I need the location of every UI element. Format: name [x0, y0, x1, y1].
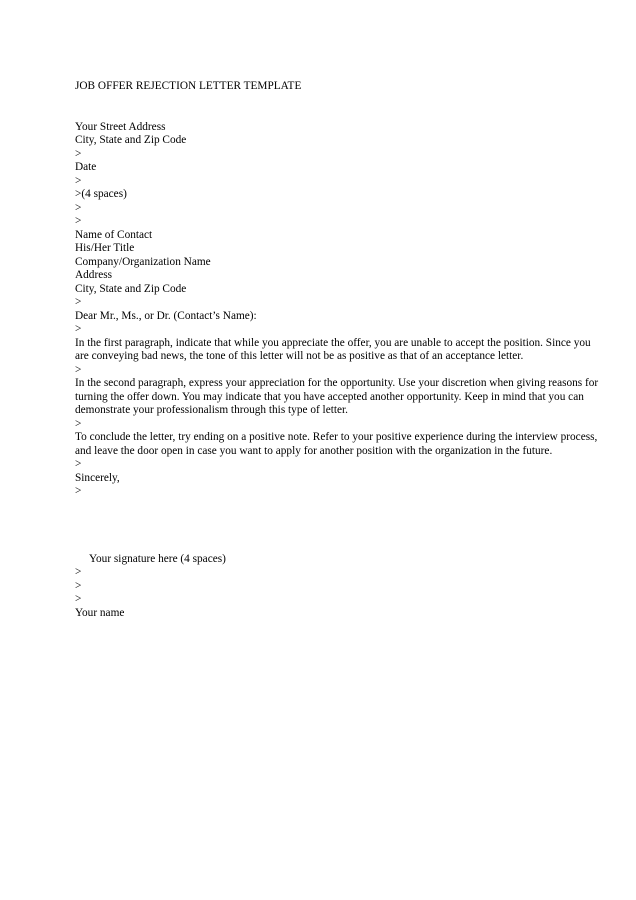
sender-city-state-zip: City, State and Zip Code — [75, 134, 187, 146]
recipient-name: Name of Contact — [75, 228, 153, 241]
recipient-title: His/Her Title — [75, 242, 135, 254]
paragraph-1: In the first paragraph, indicate that while you appreciate the offer, you are unable to accept the position. Since you are conveying bad news, the tone of this letter will not be as positive as that of an acceptance letter. — [75, 336, 591, 362]
letter-body — [75, 80, 600, 620]
recipient-company: Company/Organization Name — [75, 255, 211, 268]
name-placeholder: Your name — [75, 606, 125, 619]
salutation: Dear Mr., Ms., or Dr. (Contact’s Name): — [75, 309, 257, 322]
spacer-marker: > — [75, 296, 82, 308]
spacer-marker: > — [75, 323, 82, 335]
closing: Sincerely, — [75, 471, 120, 484]
spacer-marker: > — [75, 417, 82, 430]
spacer-marker: > — [75, 147, 82, 160]
spacer-marker: > — [75, 566, 82, 578]
spacer-marker: > — [75, 174, 82, 187]
recipient-address: Address — [75, 269, 113, 281]
spacer-marker: > — [75, 485, 82, 497]
spacer-marker: > — [75, 363, 82, 376]
spacing-note: >(4 spaces) — [75, 188, 127, 200]
spacer-marker: > — [75, 579, 82, 592]
sender-street: Your Street Address — [75, 120, 166, 133]
signature-space — [75, 499, 600, 553]
spacer-marker: > — [75, 201, 82, 214]
spacer-marker: > — [75, 215, 82, 227]
signature-placeholder: Your signature here (4 spaces) — [89, 552, 226, 565]
recipient-city-state-zip: City, State and Zip Code — [75, 282, 187, 295]
paragraph-2: In the second paragraph, express your appreciation for the opportunity. Use your discretion when giving reasons for turning the offer down. You may indicate that you have accepted another opportunity. Keep in mind that you can demonstrate your professionalism through this type of letter. — [75, 377, 599, 416]
paragraph-3: To conclude the letter, try ending on a positive note. Refer to your positive experience during the interview process, and leave the door open in case you want to apply for another position with the organization in the future. — [75, 431, 598, 457]
spacer-marker: > — [75, 458, 82, 470]
document-title: JOB OFFER REJECTION LETTER TEMPLATE — [75, 80, 302, 92]
date-label: Date — [75, 161, 97, 173]
spacer-marker: > — [75, 593, 82, 605]
